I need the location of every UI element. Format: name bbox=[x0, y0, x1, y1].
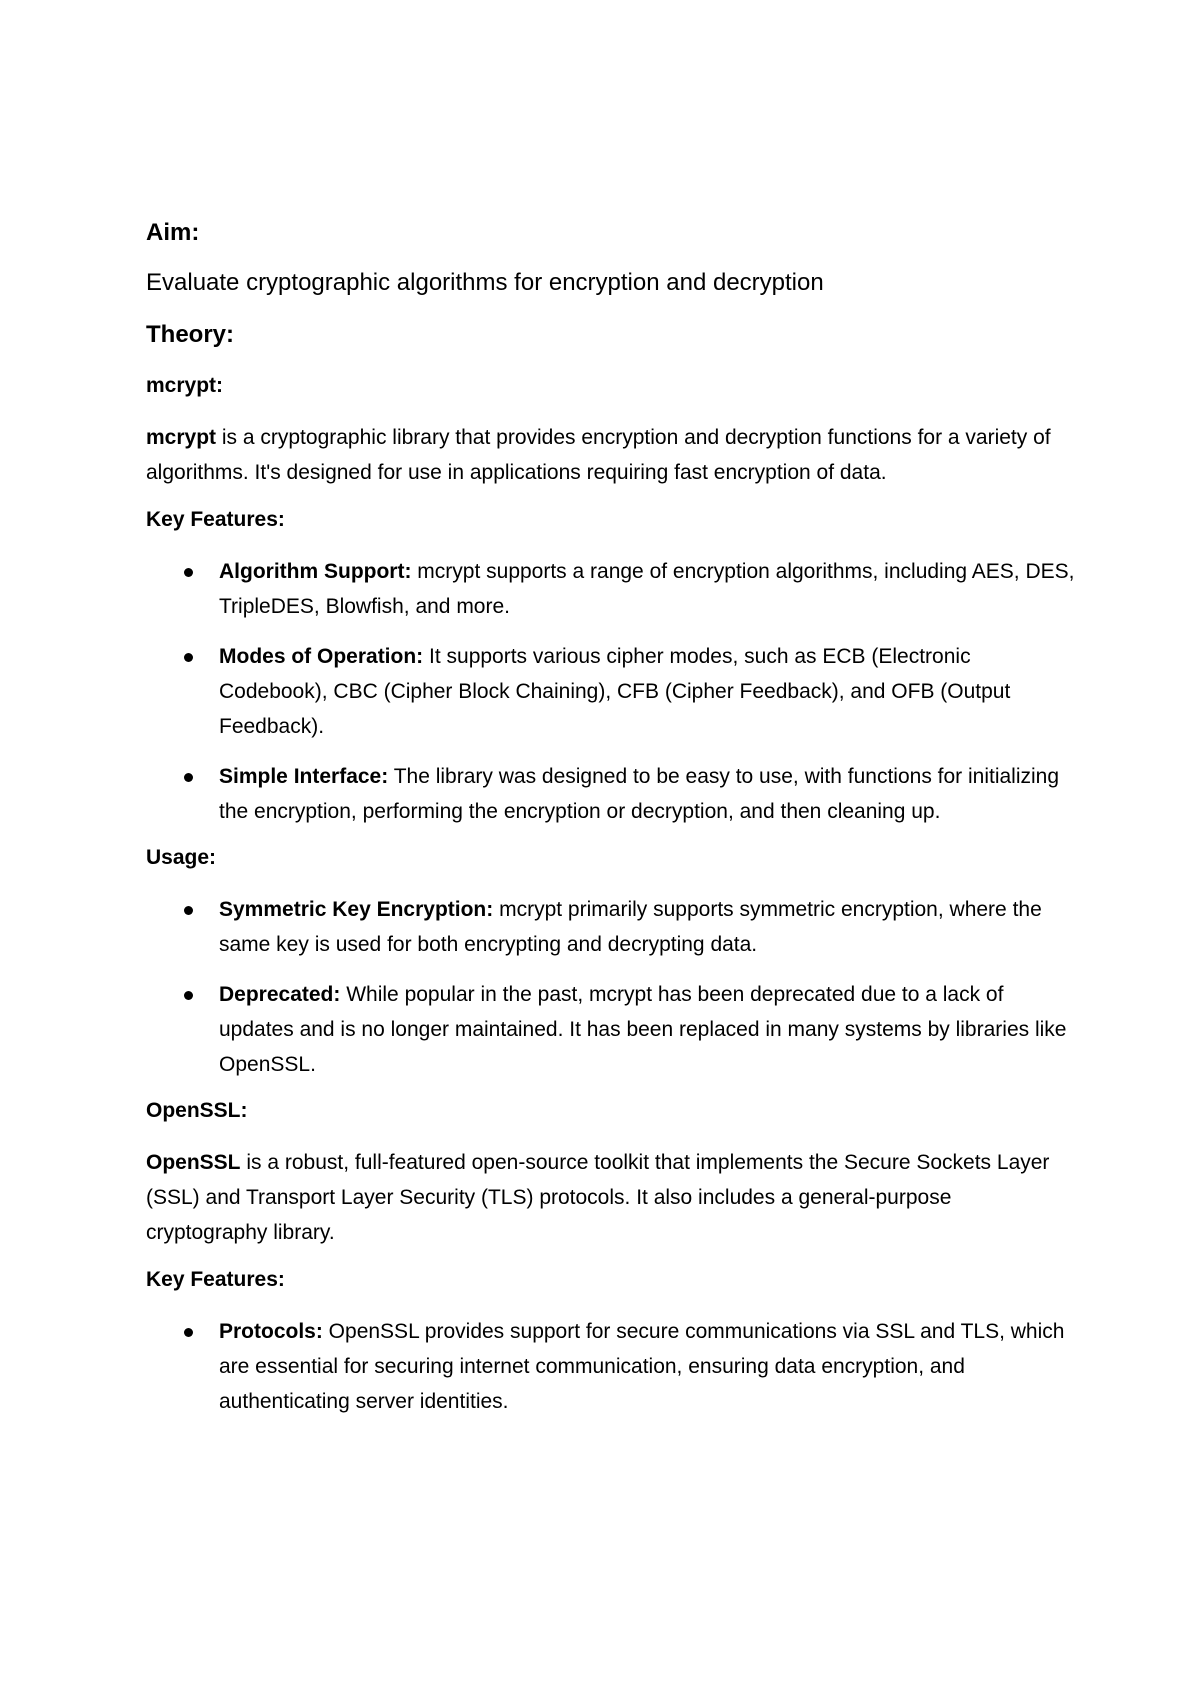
mcrypt-heading: mcrypt: bbox=[146, 374, 224, 397]
list-item bbox=[146, 759, 1076, 829]
mcrypt-key-features-list bbox=[146, 554, 1076, 829]
mcrypt-intro-bold: mcrypt bbox=[146, 426, 217, 449]
theory-heading: Theory: bbox=[146, 321, 235, 348]
list-item bbox=[146, 892, 1076, 962]
bullet-icon bbox=[184, 653, 193, 662]
openssl-key-features-list bbox=[146, 1314, 1076, 1419]
list-item-label: Modes of Operation: bbox=[219, 645, 424, 668]
openssl-intro-bold: OpenSSL bbox=[146, 1151, 241, 1174]
openssl-intro bbox=[146, 1145, 1076, 1250]
bullet-icon bbox=[184, 991, 193, 1000]
openssl-heading: OpenSSL: bbox=[146, 1099, 248, 1122]
list-item-label: Protocols: bbox=[219, 1320, 323, 1343]
bullet-icon bbox=[184, 1328, 193, 1337]
bullet-icon bbox=[184, 773, 193, 782]
aim-heading: Aim: bbox=[146, 219, 200, 246]
list-item-text: OpenSSL provides support for secure communications via SSL and TLS, which are essential for securing internet communication, ensuring data encryption, and authenticating server identities. bbox=[219, 1320, 1065, 1413]
list-item bbox=[146, 1314, 1076, 1419]
list-item-text: mcrypt supports a range of encryption algorithms, including AES, DES, TripleDES, Blowfish, and more. bbox=[219, 560, 1075, 618]
list-item-text: The library was designed to be easy to use, with functions for initializing the encryption, performing the encryption or decryption, and then cleaning up. bbox=[219, 765, 1060, 823]
mcrypt-intro bbox=[146, 420, 1076, 490]
bullet-icon bbox=[184, 568, 193, 577]
list-item-label: Deprecated: bbox=[219, 983, 341, 1006]
bullet-icon bbox=[184, 906, 193, 915]
list-item bbox=[146, 639, 1076, 744]
list-item-label: Algorithm Support: bbox=[219, 560, 412, 583]
mcrypt-intro-rest: is a cryptographic library that provides encryption and decryption functions for a variety of algorithms. It's designed for use in applications requiring fast encryption of data. bbox=[146, 426, 1051, 484]
list-item-text: While popular in the past, mcrypt has been deprecated due to a lack of updates and is no longer maintained. It has been replaced in many systems by libraries like OpenSSL. bbox=[219, 983, 1067, 1076]
list-item bbox=[146, 554, 1076, 624]
list-item-text: It supports various cipher modes, such as ECB (Electronic Codebook), CBC (Cipher Block Chaining), CFB (Cipher Feedback), and OFB (Output Feedback). bbox=[219, 645, 1011, 738]
mcrypt-key-features-heading: Key Features: bbox=[146, 508, 285, 531]
list-item-label: Symmetric Key Encryption: bbox=[219, 898, 494, 921]
aim-text: Evaluate cryptographic algorithms for encryption and decryption bbox=[146, 269, 824, 296]
list-item bbox=[146, 977, 1076, 1082]
list-item-label: Simple Interface: bbox=[219, 765, 389, 788]
document-page bbox=[146, 218, 1076, 1434]
mcrypt-usage-heading: Usage: bbox=[146, 846, 217, 869]
openssl-intro-rest: is a robust, full-featured open-source toolkit that implements the Secure Sockets Layer (SSL) and Transport Layer Security (TLS) protocols. It also includes a general-purpose cryptography library. bbox=[146, 1151, 1050, 1244]
list-item-text: mcrypt primarily supports symmetric encryption, where the same key is used for both encrypting and decrypting data. bbox=[219, 898, 1042, 956]
mcrypt-usage-list bbox=[146, 892, 1076, 1082]
openssl-key-features-heading: Key Features: bbox=[146, 1268, 285, 1291]
